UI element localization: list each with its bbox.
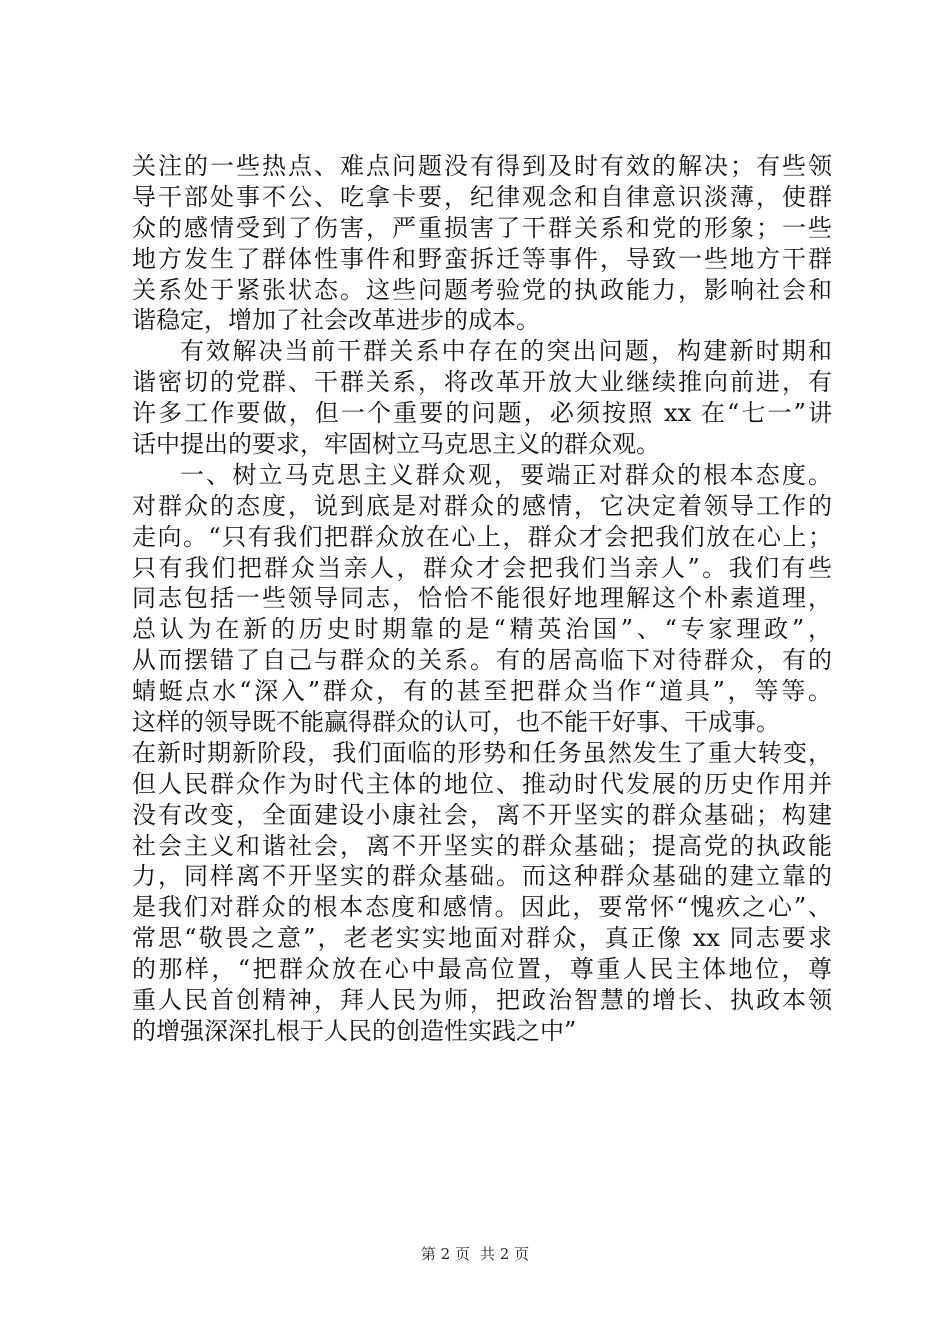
text-line: 许多工作要做，但一个重要的问题，必须按照 xx 在“七一”讲 [132,399,832,428]
text-line: 走向。“只有我们把群众放在心上，群众才会把我们放在心上； [132,522,832,551]
text-line: 众的感情受到了伤害，严重损害了干群关系和党的形象；一些 [132,213,832,242]
text-line: 的那样，“把群众放在心中最高位置，尊重人民主体地位，尊 [132,955,832,984]
text-line: 有效解决当前干群关系中存在的突出问题，构建新时期和 [180,337,832,366]
text-line: 话中提出的要求，牢固树立马克思主义的群众观。 [132,430,660,459]
text-line: 从而摆错了自己与群众的关系。有的居高临下对待群众，有的 [132,646,832,675]
text-line: 没有改变，全面建设小康社会，离不开坚实的群众基础；构建 [132,800,832,829]
text-line: 同志包括一些领导同志，恰恰不能很好地理解这个朴素道理， [132,584,832,613]
page-footer [0,1243,950,1264]
text-line: 关注的一些热点、难点问题没有得到及时有效的解决；有些领 [132,152,832,180]
text-line: 一、树立马克思主义群众观，要端正对群众的根本态度。 [180,460,832,489]
text-line: 的增强深深扎根于人民的创造性实践之中” [132,1016,577,1045]
text-line: 谐稳定，增加了社会改革进步的成本。 [132,306,540,335]
text-line: 是我们对群众的根本态度和感情。因此，要常怀“愧疚之心”、 [132,893,832,922]
text-line: 对群众的态度，说到底是对群众的感情，它决定着领导工作的 [132,491,832,520]
text-line: 谐密切的党群、干群关系，将改革开放大业继续推向前进，有 [132,368,832,397]
text-line: 总认为在新的历史时期靠的是“精英治国”、“专家理政”， [132,615,832,644]
text-line: 但人民群众作为时代主体的地位、推动时代发展的历史作用并 [132,769,832,798]
text-line: 重人民首创精神，拜人民为师，把政治智慧的增长、执政本领 [132,986,832,1015]
text-line: 地方发生了群体性事件和野蛮拆迁等事件，导致一些地方干群 [132,244,832,273]
text-line: 常思“敬畏之意”，老老实实地面对群众，真正像 xx 同志要求 [132,924,832,953]
text-line: 在新时期新阶段，我们面临的形势和任务虽然发生了重大转变， [132,738,832,767]
text-line: 导干部处事不公、吃拿卡要，纪律观念和自律意识淡薄，使群 [132,182,832,211]
body-text [132,151,832,1047]
text-line: 这样的领导既不能赢得群众的认可，也不能干好事、干成事。 [132,708,780,737]
text-line: 关系处于紧张状态。这些问题考验党的执政能力，影响社会和 [132,275,832,304]
page-number: 第 2 页 [420,1245,470,1263]
text-line: 蜻蜓点水“深入”群众，有的甚至把群众当作“道具”，等等。 [132,677,832,706]
text-line: 只有我们把群众当亲人，群众才会把我们当亲人”。我们有些 [132,553,832,582]
page-total: 共 2 页 [480,1245,530,1263]
text-line: 力，同样离不开坚实的群众基础。而这种群众基础的建立靠的 [132,862,832,891]
text-line: 社会主义和谐社会，离不开坚实的群众基础；提高党的执政能 [132,831,832,860]
